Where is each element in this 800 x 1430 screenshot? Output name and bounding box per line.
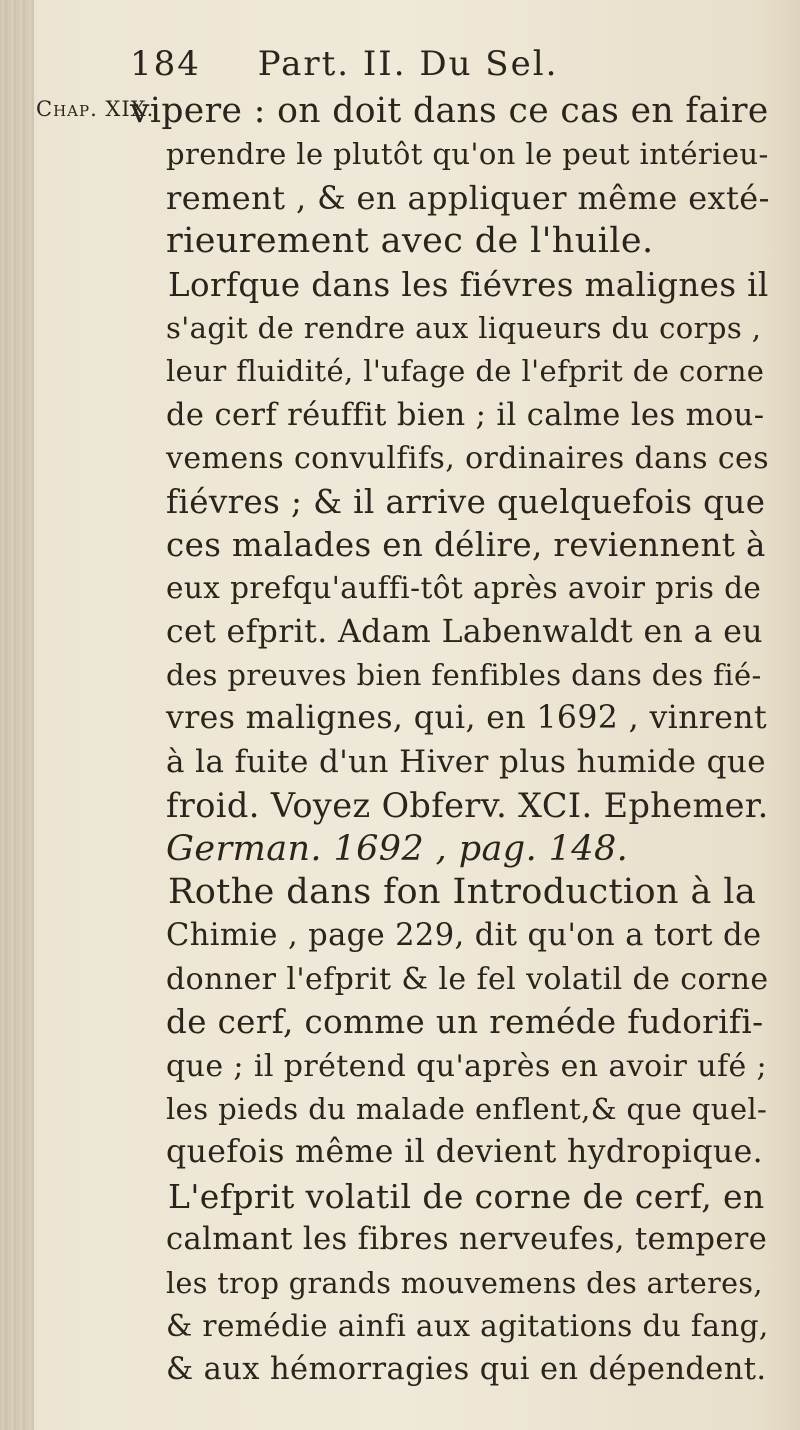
text-line: froid. Voyez Obferv. XCI. Ephemer. xyxy=(166,786,769,826)
text-line: calmant les fibres nerveufes, tempere xyxy=(166,1222,768,1258)
text-line: s'agit de rendre aux liqueurs du corps , xyxy=(166,310,762,345)
binding-gutter xyxy=(0,0,34,1430)
text-line: eux prefqu'auffi-tôt après avoir pris de xyxy=(166,571,762,606)
text-line: que ; il prétend qu'après en avoir ufé ; xyxy=(166,1048,768,1084)
text-line: leur fluidité, l'ufage de l'efprit de corne xyxy=(166,354,765,389)
page-header xyxy=(130,44,558,84)
text-line: vemens convulfifs, ordinaires dans ces xyxy=(166,441,769,477)
text-line: vipere : on doit dans ce cas en faire xyxy=(130,91,769,131)
margin-note: Chap. XIX. xyxy=(36,97,155,121)
text-line: quefois même il devient hydropique. xyxy=(166,1134,764,1171)
text-line: cet efprit. Adam Labenwaldt en a eu xyxy=(166,613,763,650)
paragraph-first-line: L'efprit volatil de corne de cerf, en xyxy=(168,1176,765,1216)
text-line: ces malades en délire, reviennent à xyxy=(166,525,766,564)
text-line: rieurement avec de l'huile. xyxy=(166,221,654,262)
text-line: Chimie , page 229, dit qu'on a tort de xyxy=(166,918,762,954)
body-text xyxy=(130,90,770,1392)
page-number: 184 xyxy=(130,44,201,84)
text-line: de cerf, comme un reméde fudorifi- xyxy=(166,1003,764,1042)
text-line: & aux hémorragies qui en dépendent. xyxy=(166,1352,767,1388)
text-line: prendre le plutôt qu'on le peut intérieu- xyxy=(166,137,769,172)
text-line: des preuves bien fenfibles dans des fié- xyxy=(166,658,762,693)
paragraph-first-line: Lorfque dans les fiévres malignes il xyxy=(168,265,769,304)
paragraph-first-line: Rothe dans fon Introduction à la xyxy=(168,872,757,913)
text-line: & remédie ainfi aux agitations du fang, xyxy=(166,1308,769,1343)
text-line: German. 1692 , pag. 148. xyxy=(166,828,629,869)
text-line: les pieds du malade enflent,& que quel- xyxy=(166,1091,768,1126)
text-line: de cerf réuffit bien ; il calme les mou- xyxy=(166,397,765,433)
text-line: à la fuite d'un Hiver plus humide que xyxy=(166,743,766,780)
text-line: donner l'efprit & le fel volatil de corne xyxy=(166,961,769,997)
text-line: fiévres ; & il arrive quelquefois que xyxy=(166,482,766,521)
text-line: vres malignes, qui, en 1692 , vinrent xyxy=(166,700,768,737)
running-title: Part. II. Du Sel. xyxy=(257,44,559,84)
text-line: les trop grands mouvemens des arteres, xyxy=(166,1266,763,1300)
text-line: rement , & en appliquer même exté- xyxy=(166,178,770,217)
